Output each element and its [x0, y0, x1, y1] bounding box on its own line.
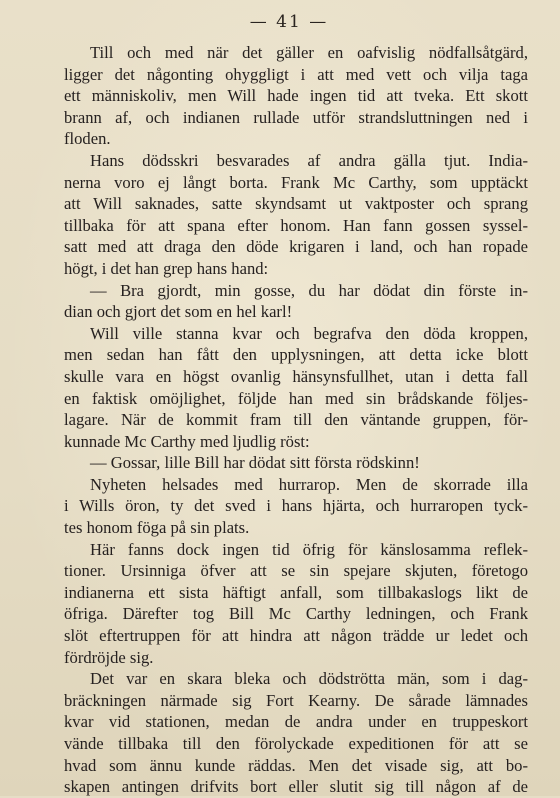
text-line: kvar vid stationen, medan de andra under en truppeskort	[64, 712, 528, 732]
text-line: i Wills öron, ty det sved i hans hjärta, och hurraropen tyck-	[64, 496, 528, 516]
text-line: att Will saknades, satte skyndsamt ut vaktposter och sprang	[64, 194, 528, 214]
text-line: — Gossar, lille Bill har dödat sitt första rödskinn!	[90, 453, 420, 473]
text-line: indianerna ett sista häftigt anfall, som tillbakaslogs likt de	[64, 582, 528, 602]
text-line: kunnade Mc Carthy med ljudlig röst:	[64, 431, 310, 451]
text-line: slöt eftertruppen för att hindra att någon trädde ur ledet och	[64, 626, 528, 646]
text-line: högt, i det han grep hans hand:	[64, 258, 269, 278]
text-line: ett människoliv, men Will hade ingen tid att tveka. Ett skott	[64, 86, 528, 106]
text-line: satt med att draga den döde krigaren i land, och han ropade	[64, 237, 528, 257]
text-line: vände tillbaka till den förolyckade expeditionen för att se	[64, 734, 528, 753]
text-line: tillbaka för att spana efter honom. Han fann gossen syssel-	[64, 215, 528, 235]
text-line: ligger det någonting ohyggligt i att med vett och vilja taga	[64, 64, 528, 84]
text-line: en faktisk omöjlighet, följde han med sin brådskande följes-	[64, 388, 528, 408]
text-line: fördröjde sig.	[64, 647, 154, 667]
text-line: brann af, och indianen rullade utför strandsluttningen ned i	[64, 107, 528, 127]
text-line: nerna voro ej långt borta. Frank Mc Carthy, som upptäckt	[64, 172, 528, 192]
text-line: bräckningen närmade sig Fort Kearny. De sårade lämnades	[64, 690, 528, 710]
text-line: Will ville stanna kvar och begrafva den döda kroppen,	[90, 323, 528, 343]
text-line: — Bra gjordt, min gosse, du har dödat din förste in-	[90, 280, 528, 300]
text-line: Till och med när det gäller en oafvislig nödfallsåtgärd,	[90, 43, 528, 62]
text-line: öfriga. Därefter tog Bill Mc Carthy ledningen, och Frank	[64, 604, 528, 624]
text-line: Nyheten helsades med hurrarop. Men de skorrade illa	[90, 474, 528, 494]
text-line: men sedan han fått den upplysningen, att detta icke blott	[64, 345, 528, 365]
text-line: dian och gjort det som en hel karl!	[64, 302, 293, 322]
text-line: hvad som ännu kunde räddas. Men det visade sig, att bo-	[64, 755, 528, 775]
text-line: skulle vara en högst ovanlig hänsynsfullhet, utan i detta fall	[64, 366, 528, 386]
text-line: lagare. När de kommit fram till den väntande gruppen, för-	[64, 410, 528, 430]
page-number: — 41 —	[249, 12, 329, 32]
text-line: Hans dödsskri besvarades af andra gälla tjut. India-	[90, 150, 528, 170]
body-text	[64, 42, 528, 798]
text-line: Det var en skara bleka och dödströtta män, som i dag-	[90, 669, 528, 689]
text-line: tioner. Ursinniga öfver att se sin spejare skjuten, företogo	[64, 561, 528, 581]
text-line: tes honom föga på sin plats.	[64, 518, 250, 538]
text-line: floden.	[64, 129, 111, 149]
text-line: skapen antingen drifvits bort eller slutit sig till någon af de	[64, 777, 528, 797]
text-line: Här fanns dock ingen tid öfrig för känslosamma reflek-	[90, 539, 528, 559]
